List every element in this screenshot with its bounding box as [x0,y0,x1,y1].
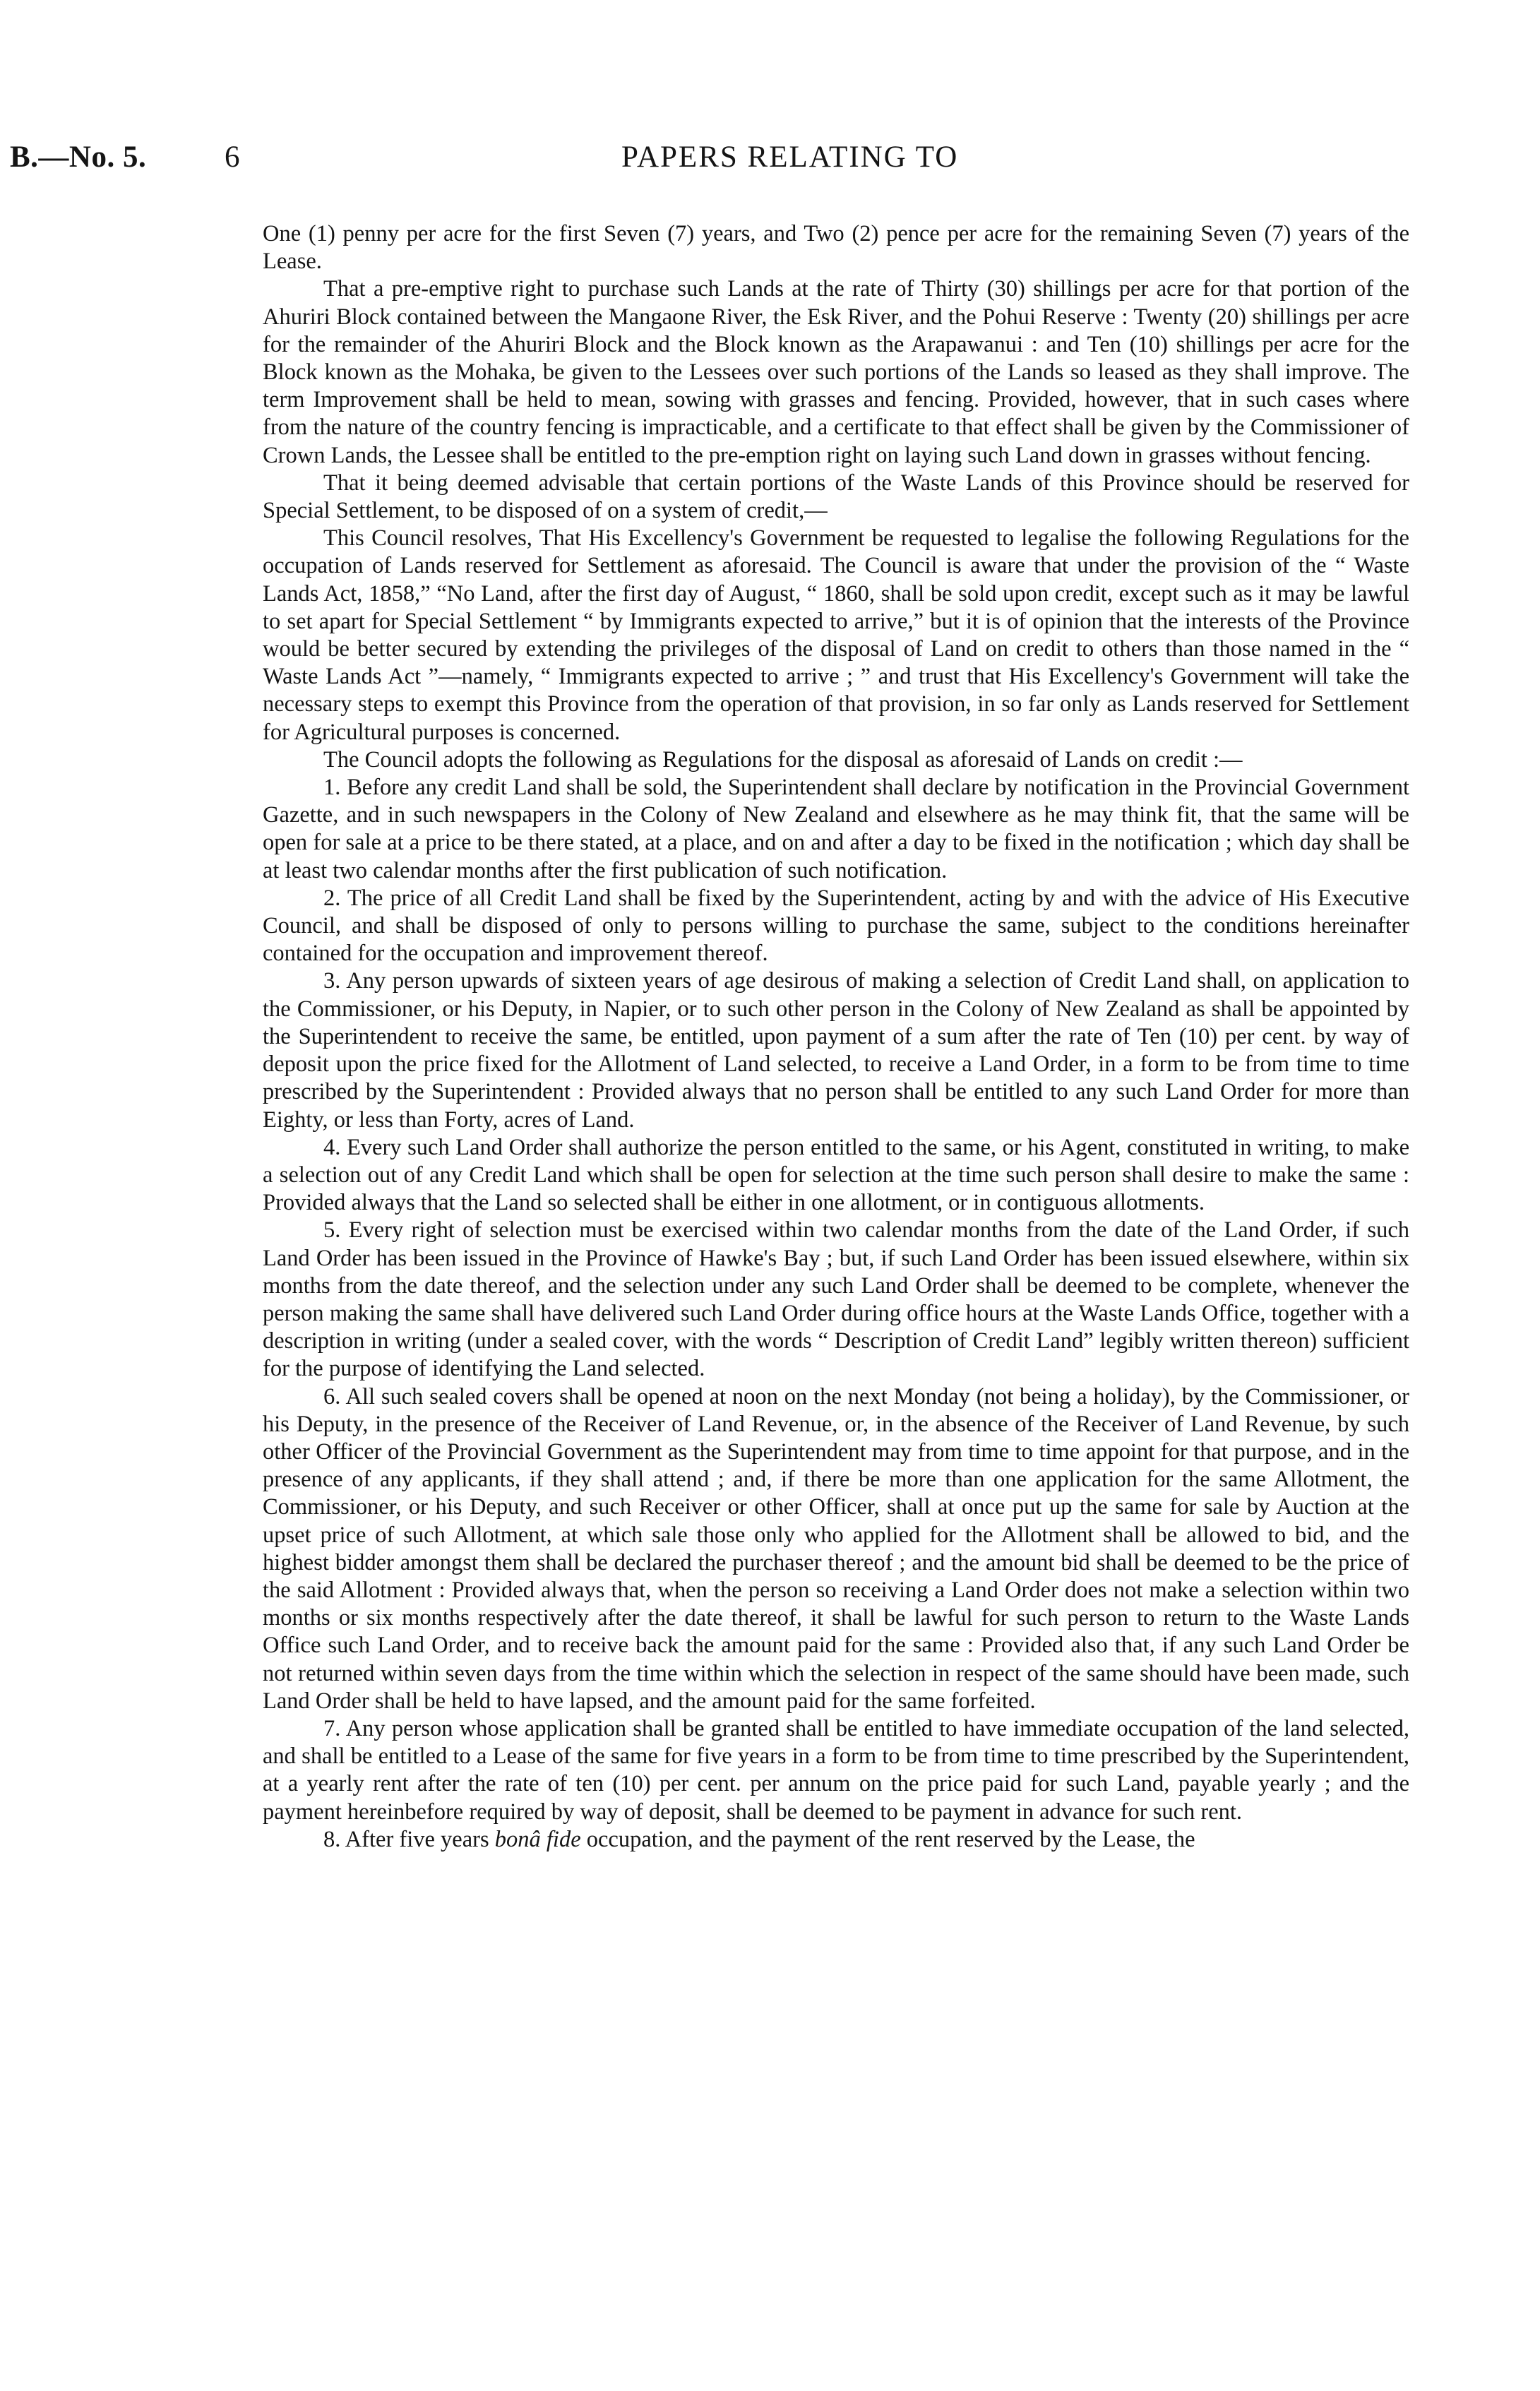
regulation-3: 3. Any person upwards of sixteen years of age desirous of making a selection of Credit Land shall, on application to the Commissioner, or his Deputy, in Napier, or to such other person in the Colony of New Zealand as shall be appointed by the Superintendent to receive the same, be entitled, upon payment of a sum after the rate of Ten (10) per cent. by way of deposit upon the price fixed for the Allotment of Land selected, to receive a Land Order, in a form to be from time to time prescribed by the Superintendent : Provided always that no person shall be entitled to any such Land Order for more than Eighty, or less than Forty, acres of Land. [263,968,1409,1133]
regulation-8-italic-phrase: bonâ fide [494,1826,581,1852]
regulation-8 [263,1826,1409,1854]
regulation-8-text-end: occupation, and the payment of the rent reserved by the Lease, the [580,1826,1195,1852]
regulation-5: 5. Every right of selection must be exercised within two calendar months from the date of the Land Order, if such Land Order has been issued in the Province of Hawke's Bay ; but, if such Land Order has been issued elsewhere, within six months from the date thereof, and the selection under any such Land Order shall be deemed to be complete, whenever the person making the same shall have delivered such Land Order during office hours at the Waste Lands Office, together with a description in writing (under a sealed cover, with the words “ Description of Credit Land” legibly written thereon) sufficient for the purpose of identifying the Land selected. [263,1217,1409,1382]
page-header [0,140,1540,189]
series-reference: B.—No. 5. [10,141,147,174]
regulation-8-text-start: 8. After five years [323,1826,495,1852]
paragraph-lease-rent: One (1) penny per acre for the first Seven (7) years, and Two (2) pence per acre for the remaining Seven (7) years of the Lease. [263,221,1409,275]
page-number: 6 [225,141,240,174]
paragraph-special-settlement: That it being deemed advisable that certain portions of the Waste Lands of this Province should be reserved for Special Settlement, to be disposed of on a system of credit,— [263,470,1409,524]
regulation-7: 7. Any person whose application shall be granted shall be entitled to have immediate occupation of the land selected, and shall be entitled to a Lease of the same for five years in a form to be from time to time prescribed by the Superintendent, at a yearly rent after the rate of ten (10) per cent. per annum on the price paid for such Land, payable yearly ; and the payment hereinbefore required by way of deposit, shall be deemed to be payment in advance for such rent. [263,1715,1409,1825]
regulation-6: 6. All such sealed covers shall be opened at noon on the next Monday (not being a holiday), by the Commissioner, or his Deputy, in the presence of the Receiver of Land Revenue, or, in the absence of the Receiver of Land Revenue, by such other Officer of the Provincial Government as the Superintendent may from time to time appoint for that purpose, and in the presence of any applicants, if they shall attend ; and, if there be more than one application for the same Allotment, the Commissioner, or his Deputy, and such Receiver or other Officer, shall at once put up the same for sale by Auction at the upset price of such Allotment, at which sale those only who applied for the Allotment shall be allowed to bid, and the highest bidder amongst them shall be declared the purchaser thereof ; and the amount bid shall be deemed to be the price of the said Allotment : Provided always that, when the person so receiving a Land Order does not make a selection within two months or six months respectively after the date thereof, it shall be lawful for such person to return to the Waste Lands Office such Land Order, and to receive back the amount paid for the same : Provided also that, if any such Land Order be not returned within seven days from the time within which the selection in respect of the same should have been made, such Land Order shall be held to have lapsed, and the amount paid for the same forfeited. [263,1383,1409,1714]
body-text [263,220,1409,1854]
running-head: PAPERS RELATING TO [621,141,959,174]
paragraph-regulations-intro: The Council adopts the following as Regulations for the disposal as aforesaid of Lands on credit :— [323,746,1243,773]
paragraph-council-resolves: This Council resolves, That His Excellency's Government be requested to legalise the following Regulations for the occupation of Lands reserved for Settlement as aforesaid. The Council is aware that under the provision of the “ Waste Lands Act, 1858,” “No Land, after the first day of August, “ 1860, shall be sold upon credit, except such as it may be lawful to set apart for Special Settlement “ by Immigrants expected to arrive,” but it is of opinion that the interests of the Province would be better secured by extending the privileges of the disposal of Land on credit to others than those named in the “ Waste Lands Act ”—namely, “ Immigrants expected to arrive ; ” and trust that His Excellency's Government will take the necessary steps to exempt this Province from the operation of that provision, in so far only as Lands reserved for Settlement for Agricultural purposes is concerned. [263,525,1409,745]
regulation-1: 1. Before any credit Land shall be sold, the Superintendent shall declare by notification in the Provincial Government Gazette, and in such newspapers in the Colony of New Zealand and elsewhere as he may think fit, that the same will be open for sale at a price to be there stated, at a place, and on and after a day to be fixed in the notification ; which day shall be at least two calendar months after the first publication of such notification. [263,775,1409,883]
regulation-4: 4. Every such Land Order shall authorize the person entitled to the same, or his Agent, constituted in writing, to make a selection out of any Credit Land which shall be open for selection at the time such person shall desire to make the same : Provided always that the Land so selected shall be either in one allotment, or in contiguous allotments. [263,1134,1409,1216]
paragraph-pre-emptive-right: That a pre-emptive right to purchase such Lands at the rate of Thirty (30) shillings per acre for that portion of the Ahuriri Block contained between the Mangaone River, the Esk River, and the Pohui Reserve : Twenty (20) shillings per acre for the remainder of the Ahuriri Block and the Block known as the Arapawanui : and Ten (10) shillings per acre for the Block known as the Mohaka, be given to the Lessees over such portions of the Lands so leased as they shall improve. The term Improvement shall be held to mean, sowing with grasses and fencing. Provided, however, that in such cases where from the nature of the country fencing is impracticable, and a certificate to that effect shall be given by the Commissioner of Crown Lands, the Lessee shall be entitled to the pre-emption right on laying such Land down in grasses without fencing. [263,276,1409,468]
regulation-2: 2. The price of all Credit Land shall be fixed by the Superintendent, acting by and with the advice of His Executive Council, and shall be disposed of only to persons willing to purchase the same, subject to the conditions hereinafter contained for the occupation and improvement thereof. [263,885,1409,967]
